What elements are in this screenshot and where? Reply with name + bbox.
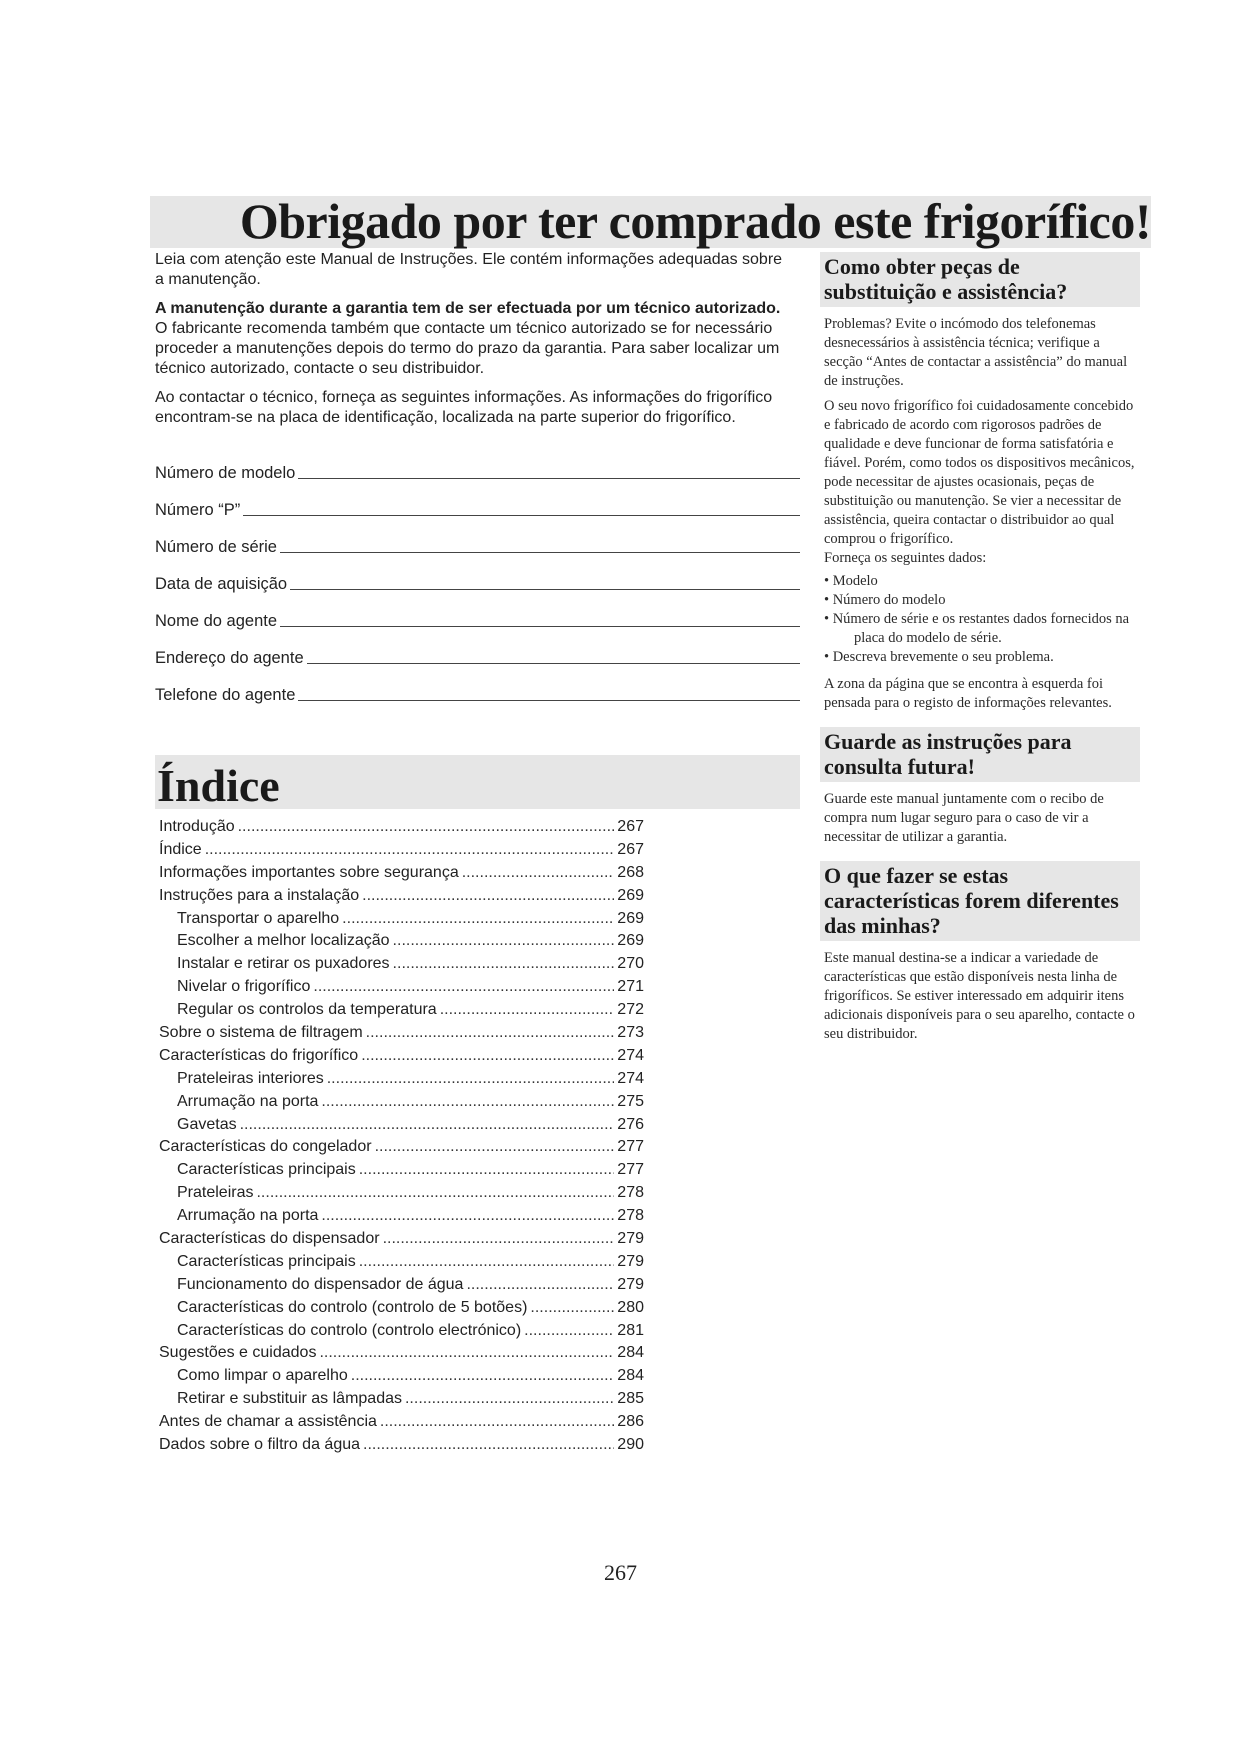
warranty-text: O fabricante recomenda também que contacte um técnico autorizado se for necessário proceder a manutenções depois do termo do prazo da garantia. Para saber localizar um técnico autorizado, contacte o seu distribuidor. — [155, 320, 780, 377]
field-line[interactable] — [298, 700, 800, 701]
field-p-number: Número “P” — [155, 483, 800, 520]
toc-entry[interactable]: Características principais ..... 279 — [159, 1251, 644, 1274]
toc-entry[interactable]: Antes de chamar a assistência ..... 286 — [159, 1411, 644, 1434]
parts-service-paragraph-4: A zona da página que se encontra à esquerda foi pensada para o registo de informações relevantes. — [824, 676, 1112, 711]
intro-paragraph-2 — [155, 299, 795, 379]
different-features-paragraph: Este manual destina-se a indicar a variedade de características que estão disponíveis nesta linha de frigoríficos. Se estiver interessado em adquirir itens adicionais disponíveis para o seu aparelho, contacte o seu distribuidor. — [824, 950, 1135, 1042]
toc-entry[interactable]: Características do controlo (controlo electrónico) ..... 281 — [159, 1320, 644, 1343]
toc-entry[interactable]: Introdução ..... 267 — [159, 816, 644, 839]
intro-section — [155, 250, 795, 437]
list-item: • Modelo — [824, 572, 1136, 591]
toc-entry[interactable]: Arrumação na porta ..... 278 — [159, 1205, 644, 1228]
parts-service-paragraph-2: O seu novo frigorífico foi cuidadosamente concebido e fabricado de acordo com rigorosos padrões de qualidade e deve funcionar de forma satisfatória e fiável. Porém, como todos os dispositivos mecânicos, pode necessitar de ajustes ocasionais, peças de substituição ou manutenção. Se vier a necessitar de assistência, queira contactar o distribuidor ao qual comprou o frigorífico. — [824, 398, 1135, 547]
sidebar — [820, 252, 1140, 1048]
toc-entry[interactable]: Características do congelador ..... 277 — [159, 1136, 644, 1159]
toc-entry[interactable]: Funcionamento do dispensador de água ..... 279 — [159, 1274, 644, 1297]
keep-instructions-heading: Guarde as instruções para consulta futura! — [820, 727, 1140, 782]
toc-entry[interactable]: Escolher a melhor localização ..... 269 — [159, 930, 644, 953]
toc-entry[interactable]: Índice ..... 267 — [159, 839, 644, 862]
field-line[interactable] — [280, 552, 800, 553]
intro-paragraph-1: Leia com atenção este Manual de Instruções. Ele contém informações adequadas sobre a manutenção. — [155, 251, 783, 288]
toc-entry[interactable]: Informações importantes sobre segurança ..... 268 — [159, 862, 644, 885]
warranty-notice: A manutenção durante a garantia tem de ser efectuada por um técnico autorizado. — [155, 300, 781, 317]
field-dealer-name: Nome do agente — [155, 594, 800, 631]
list-item: • Número do modelo — [824, 591, 1136, 610]
field-line[interactable] — [243, 515, 800, 516]
toc-entry[interactable]: Características do dispensador ..... 279 — [159, 1228, 644, 1251]
parts-service-heading: Como obter peças de substituição e assistência? — [820, 252, 1140, 307]
field-dealer-phone: Telefone do agente — [155, 668, 800, 705]
different-features-heading: O que fazer se estas características forem diferentes das minhas? — [820, 861, 1140, 941]
toc-entry[interactable]: Características principais ..... 277 — [159, 1159, 644, 1182]
toc-entry[interactable]: Características do controlo (controlo de 5 botões) ..... 280 — [159, 1297, 644, 1320]
table-of-contents — [159, 816, 644, 1457]
page-number: 267 — [604, 1560, 637, 1585]
field-line[interactable] — [280, 626, 800, 627]
required-data-list — [820, 572, 1140, 667]
toc-entry[interactable]: Nivelar o frigorífico ..... 271 — [159, 976, 644, 999]
field-line[interactable] — [290, 589, 800, 590]
intro-paragraph-3: Ao contactar o técnico, forneça as seguintes informações. As informações do frigorífico encontram-se na placa de identificação, localizada na parte superior do frigorífico. — [155, 389, 773, 426]
toc-entry[interactable]: Prateleiras ..... 278 — [159, 1182, 644, 1205]
field-line[interactable] — [298, 478, 800, 479]
field-serial-number: Número de série — [155, 520, 800, 557]
field-model-number: Número de modelo — [155, 446, 800, 483]
toc-entry[interactable]: Características do frigorífico ..... 274 — [159, 1045, 644, 1068]
toc-entry[interactable]: Gavetas ..... 276 — [159, 1114, 644, 1137]
toc-entry[interactable]: Instruções para a instalação ..... 269 — [159, 885, 644, 908]
toc-entry[interactable]: Regular os controlos da temperatura ..... 272 — [159, 999, 644, 1022]
field-dealer-address: Endereço do agente — [155, 631, 800, 668]
toc-entry[interactable]: Sugestões e cuidados ..... 284 — [159, 1342, 644, 1365]
record-fields — [155, 446, 800, 705]
page-title: Obrigado por ter comprado este frigorífico! — [239, 193, 1151, 249]
toc-entry[interactable]: Transportar o aparelho ..... 269 — [159, 908, 644, 931]
keep-instructions-paragraph: Guarde este manual juntamente com o recibo de compra num lugar seguro para o caso de vir a necessitar de utilizar a garantia. — [824, 791, 1104, 845]
toc-entry[interactable]: Prateleiras interiores ..... 274 — [159, 1068, 644, 1091]
list-item: • Descreva brevemente o seu problema. — [824, 648, 1136, 667]
toc-entry[interactable]: Instalar e retirar os puxadores ..... 270 — [159, 953, 644, 976]
field-line[interactable] — [307, 663, 800, 664]
field-purchase-date: Data de aquisição — [155, 557, 800, 594]
parts-service-paragraph-3: Forneça os seguintes dados: — [824, 550, 987, 566]
index-title: Índice — [157, 760, 280, 811]
list-item: • Número de série e os restantes dados fornecidos na placa do modelo de série. — [824, 610, 1136, 648]
toc-entry[interactable]: Sobre o sistema de filtragem ..... 273 — [159, 1022, 644, 1045]
toc-entry[interactable]: Arrumação na porta ..... 275 — [159, 1091, 644, 1114]
toc-entry[interactable]: Retirar e substituir as lâmpadas ..... 285 — [159, 1388, 644, 1411]
toc-entry[interactable]: Como limpar o aparelho ..... 284 — [159, 1365, 644, 1388]
toc-entry[interactable]: Dados sobre o filtro da água ..... 290 — [159, 1434, 644, 1457]
parts-service-paragraph-1: Problemas? Evite o incómodo dos telefonemas desnecessários à assistência técnica; verifique a secção “Antes de contactar a assistência” do manual de instruções. — [824, 316, 1128, 389]
